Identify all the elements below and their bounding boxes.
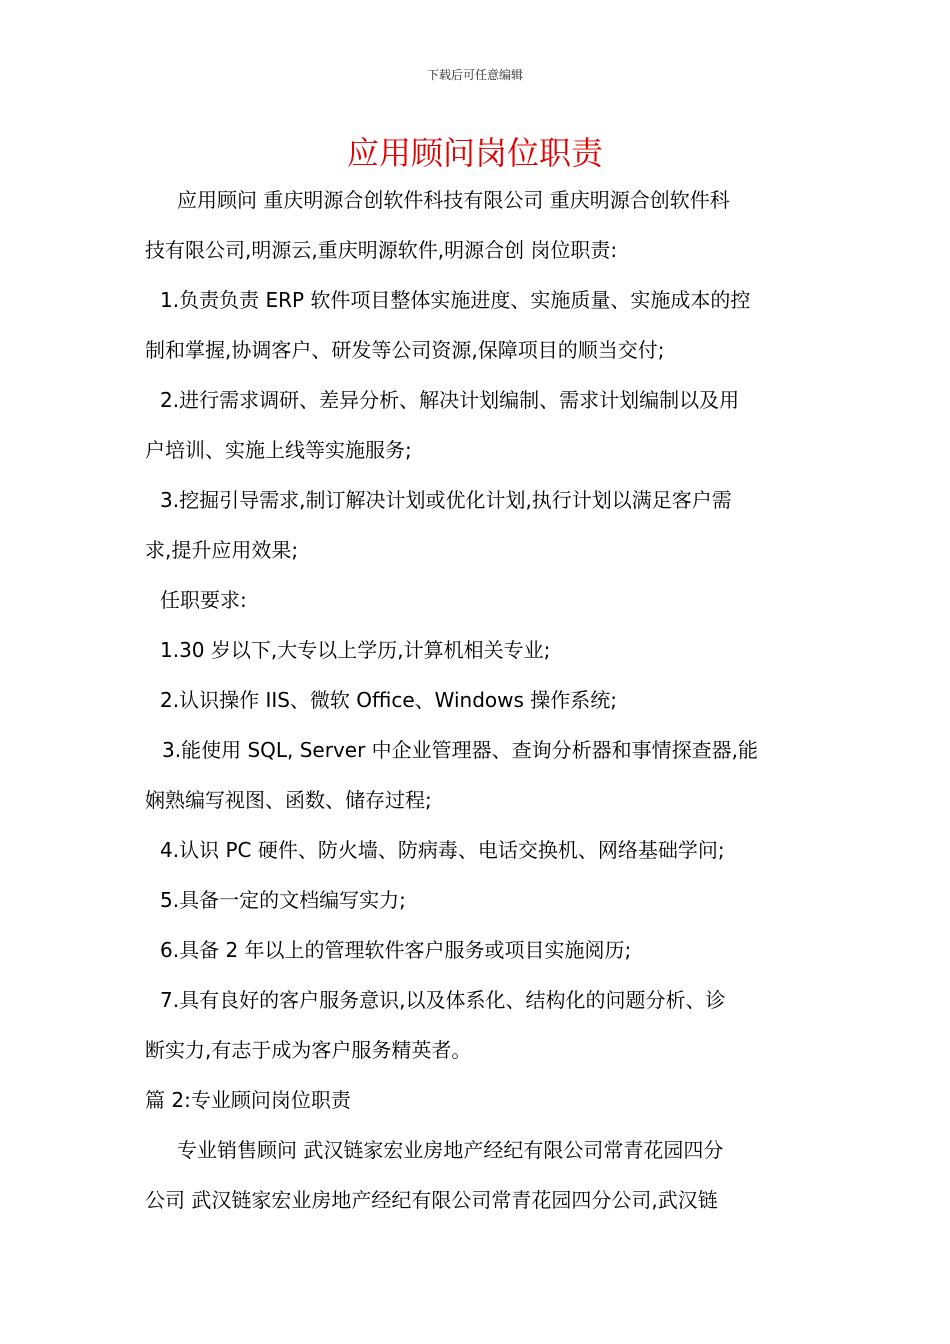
paragraph-line: 制和掌握,协调客户、研发等公司资源,保障项目的顺当交付; xyxy=(145,338,665,362)
paragraph-line: 2.认识操作 IIS、微软 Office、Windows 操作系统; xyxy=(160,688,618,712)
paragraph-line: 断实力,有志于成为客户服务精英者。 xyxy=(145,1038,472,1062)
header-note: 下载后可任意编辑 xyxy=(426,68,523,82)
paragraph-line: 2.进行需求调研、差异分析、解决计划编制、需求计划编制以及用 xyxy=(160,388,740,412)
document-title: 应用顾问岗位职责 xyxy=(346,134,603,172)
paragraph-line: 3.能使用 SQL, Server 中企业管理器、查询分析器和事情探查器,能 xyxy=(162,738,759,762)
paragraph-line: 5.具备一定的文档编写实力; xyxy=(160,888,406,912)
paragraph-line: 娴熟编写视图、函数、储存过程; xyxy=(145,788,432,812)
paragraph-line: 4.认识 PC 硬件、防火墙、防病毒、电话交换机、网络基础学问; xyxy=(160,838,725,862)
paragraph-line: 公司 武汉链家宏业房地产经纪有限公司常青花园四分公司,武汉链 xyxy=(145,1188,718,1212)
paragraph-line: 户培训、实施上线等实施服务; xyxy=(145,438,412,462)
paragraph-line: 3.挖掘引导需求,制订解决计划或优化计划,执行计划以满足客户需 xyxy=(160,488,732,512)
paragraph-line: 1.30 岁以下,大专以上学历,计算机相关专业; xyxy=(160,638,551,662)
paragraph-line: 求,提升应用效果; xyxy=(145,538,299,562)
paragraph-line: 专业销售顾问 武汉链家宏业房地产经纪有限公司常青花园四分 xyxy=(177,1138,724,1162)
paragraph-line: 7.具有良好的客户服务意识,以及体系化、结构化的问题分析、诊 xyxy=(160,988,726,1012)
section-heading: 篇 2:专业顾问岗位职责 xyxy=(145,1088,351,1112)
paragraph-line: 应用顾问 重庆明源合创软件科技有限公司 重庆明源合创软件科 xyxy=(177,188,730,212)
paragraph-line: 6.具备 2 年以上的管理软件客户服务或项目实施阅历; xyxy=(160,938,632,962)
paragraph-line: 技有限公司,明源云,重庆明源软件,明源合创 岗位职责: xyxy=(145,238,618,262)
section-heading: 任职要求: xyxy=(160,588,247,612)
paragraph-line: 1.负责负责 ERP 软件项目整体实施进度、实施质量、实施成本的控 xyxy=(160,288,751,312)
